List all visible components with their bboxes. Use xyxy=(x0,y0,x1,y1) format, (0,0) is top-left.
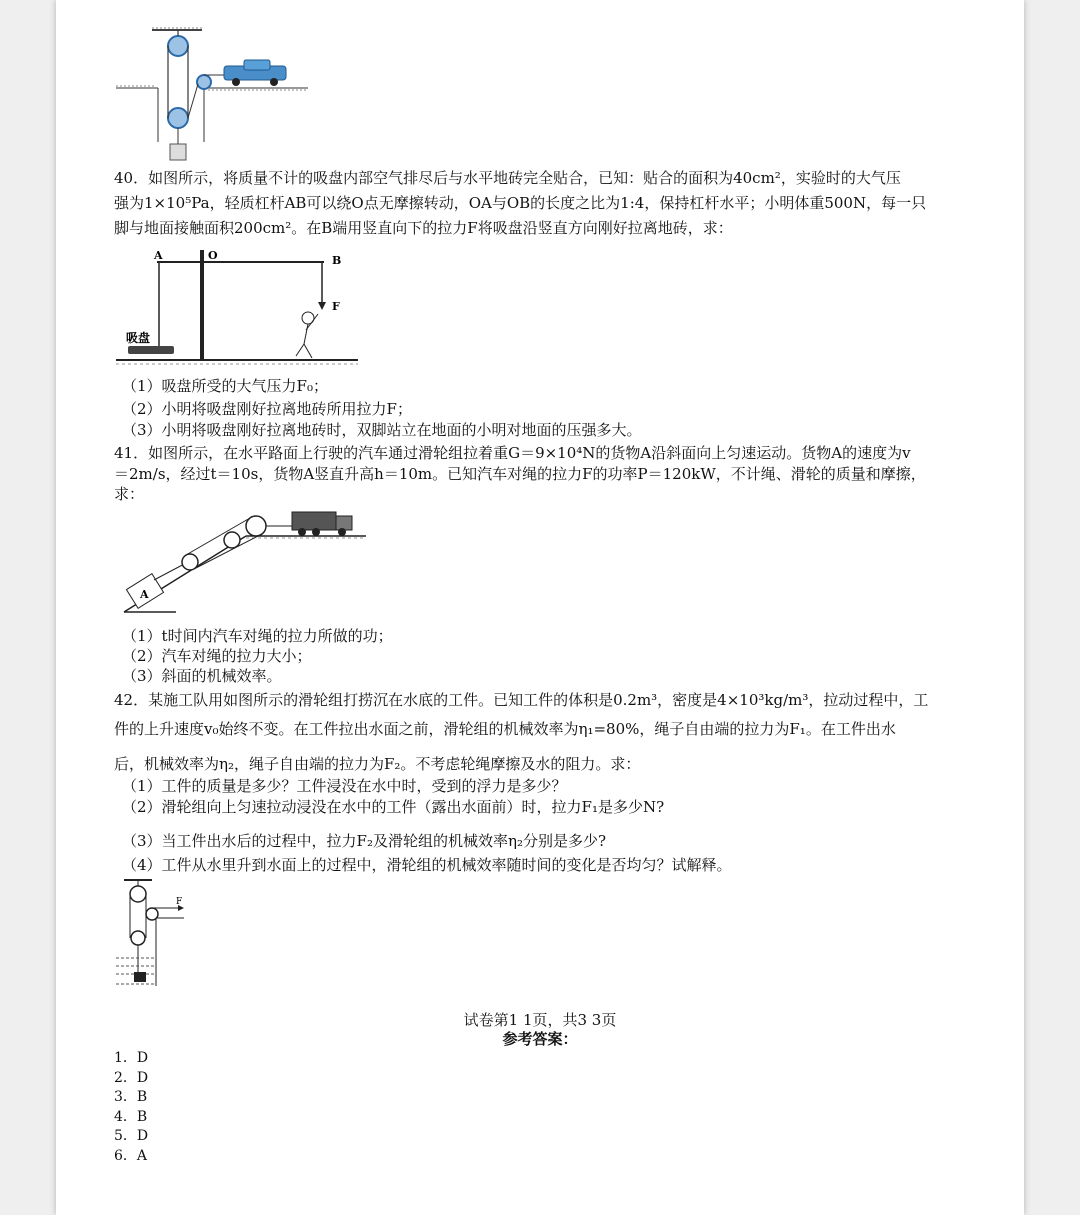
q40-line-1: 40．如图所示，将质量不计的吸盘内部空气排尽后与水平地砖完全贴合，已知：贴合的面积为40cm²，实验时的大气压 xyxy=(114,169,901,187)
q41-part-2: （2）汽车对绳的拉力大小； xyxy=(122,647,312,665)
q42-part-4: （4）工件从水里升到水面上的过程中，滑轮组的机械效率随时间的变化是否均匀？试解释。 xyxy=(122,856,732,874)
q41-line-3: 求： xyxy=(114,485,145,503)
q40-line-3: 脚与地面接触面积200cm²。在B端用竖直向下的拉力F将吸盘沿竖直方向刚好拉离地砖，求： xyxy=(114,219,733,237)
answer-item: 3．B xyxy=(114,1089,148,1105)
answer-item: 6．A xyxy=(114,1148,148,1164)
q42-line-2: 件的上升速度v₀始终不变。在工件拉出水面之前，滑轮组的机械效率为η₁=80%，绳子自由端的拉力为F₁。在工件出水 xyxy=(114,720,896,738)
truck-incline-figure xyxy=(116,504,372,620)
q40-part-3: （3）小明将吸盘刚好拉离地砖时，双脚站立在地面的小明对地面的压强多大。 xyxy=(122,421,642,439)
q40-line-2: 强为1×10⁵Pa，轻质杠杆AB可以绕O点无摩擦转动，OA与OB的长度之比为1:4，保持杠杆水平；小明体重500N，每一只 xyxy=(114,194,927,212)
label-b: B xyxy=(332,254,342,267)
q40-part-1: （1）吸盘所受的大气压力F₀； xyxy=(122,377,328,395)
label-a: A xyxy=(140,588,149,601)
pulley-water-figure xyxy=(114,876,190,990)
page-footer: 试卷第1 1页，共3 3页 xyxy=(463,1011,617,1029)
q42-line-3: 后，机械效率为η₂，绳子自由端的拉力为F₂。不考虑轮绳摩擦及水的阻力。求： xyxy=(114,755,641,773)
q40-part-2: （2）小明将吸盘刚好拉离地砖所用拉力F； xyxy=(122,400,412,418)
label-a: A xyxy=(154,249,163,262)
label-f: F xyxy=(176,897,183,907)
q41-line-1: 41．如图所示，在水平路面上行驶的汽车通过滑轮组拉着重G＝9×10⁴N的货物A沿斜面向上匀速运动。货物A的速度为v xyxy=(114,444,911,462)
pulley-car-figure xyxy=(112,24,312,164)
lever-suction-figure xyxy=(112,248,362,372)
answer-item: 4．B xyxy=(114,1109,148,1125)
answer-item: 5．D xyxy=(114,1128,149,1144)
q41-part-1: （1）t时间内汽车对绳的拉力所做的功； xyxy=(122,627,393,645)
q42-part-1: （1）工件的质量是多少？工件浸没在水中时，受到的浮力是多少？ xyxy=(122,777,567,795)
label-f: F xyxy=(332,300,340,313)
q41-line-2: ＝2m/s，经过t＝10s，货物A竖直升高h＝10m。已知汽车对绳的拉力F的功率P＝120kW，不计绳、滑轮的质量和摩擦， xyxy=(114,465,926,483)
answer-item: 2．D xyxy=(114,1070,149,1086)
q41-part-3: （3）斜面的机械效率。 xyxy=(122,667,282,685)
q42-line-1: 42．某施工队用如图所示的滑轮组打捞沉在水底的工件。已知工件的体积是0.2m³，密度是4×10³kg/m³，拉动过程中，工 xyxy=(114,691,929,709)
label-o: O xyxy=(208,249,218,262)
label-suction-cup: 吸盘 xyxy=(126,331,151,345)
answers-title: 参考答案： xyxy=(502,1030,578,1048)
q42-part-2: （2）滑轮组向上匀速拉动浸没在水中的工件（露出水面前）时，拉力F₁是多少N? xyxy=(122,798,665,816)
answer-item: 1．D xyxy=(114,1050,149,1066)
q42-part-3: （3）当工件出水后的过程中，拉力F₂及滑轮组的机械效率η₂分别是多少? xyxy=(122,832,607,850)
